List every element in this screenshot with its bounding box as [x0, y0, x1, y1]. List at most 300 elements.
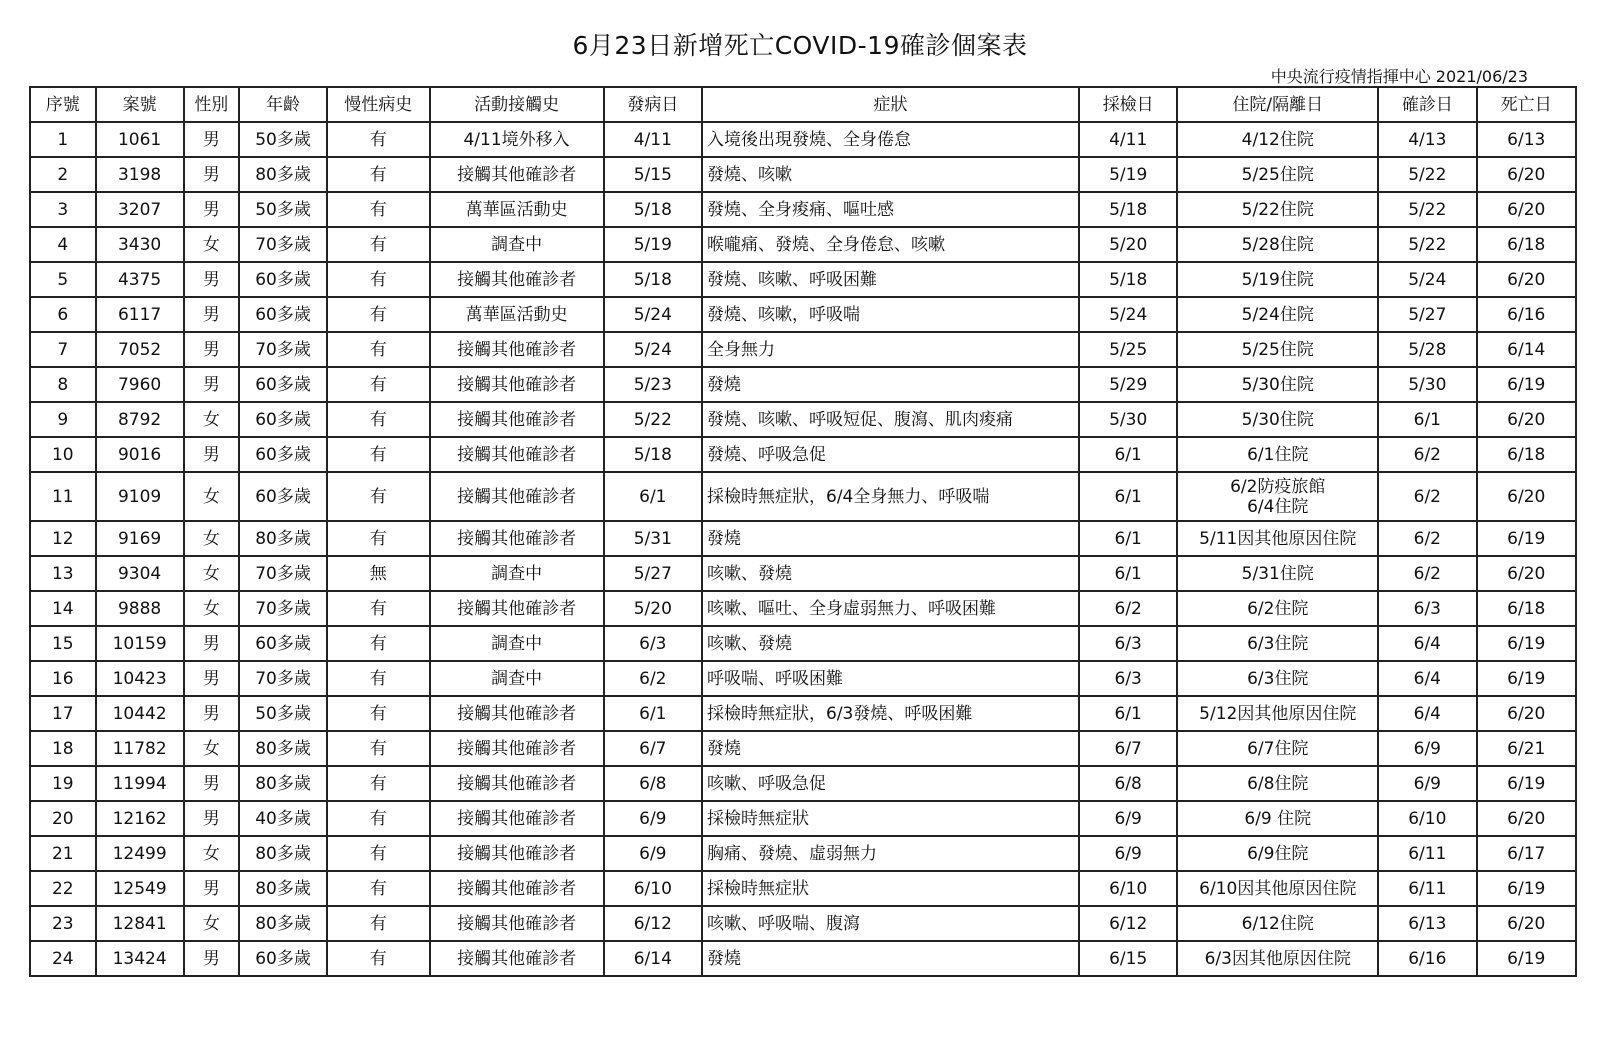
cell-age: 80多歲 [239, 871, 327, 906]
cell-death: 6/19 [1477, 661, 1577, 696]
cell-no: 13 [30, 556, 96, 591]
cell-symptoms: 胸痛、發燒、虛弱無力 [702, 836, 1079, 871]
cell-hospitalization: 6/3住院 [1177, 626, 1378, 661]
cell-case: 9888 [96, 591, 184, 626]
cell-onset: 5/15 [604, 157, 702, 192]
table-row [30, 472, 1576, 521]
cell-test: 6/3 [1079, 626, 1177, 661]
cell-hospitalization: 6/10因其他原因住院 [1177, 871, 1378, 906]
table-row [30, 402, 1576, 437]
cell-no: 1 [30, 122, 96, 157]
cell-hospitalization: 5/28住院 [1177, 227, 1378, 262]
cell-sex: 女 [184, 591, 239, 626]
cell-onset: 6/2 [604, 661, 702, 696]
cell-symptoms: 採檢時無症狀 [702, 871, 1079, 906]
cell-death: 6/20 [1477, 472, 1577, 521]
cell-confirm: 5/22 [1378, 192, 1476, 227]
cell-symptoms: 採檢時無症狀，6/3發燒、呼吸困難 [702, 696, 1079, 731]
cell-confirm: 6/2 [1378, 472, 1476, 521]
cell-case: 10159 [96, 626, 184, 661]
cell-confirm: 6/11 [1378, 836, 1476, 871]
cell-case: 9109 [96, 472, 184, 521]
cell-symptoms: 咳嗽、發燒 [702, 626, 1079, 661]
cell-confirm: 6/10 [1378, 801, 1476, 836]
cell-case: 13424 [96, 941, 184, 976]
cell-no: 24 [30, 941, 96, 976]
cell-onset: 6/1 [604, 472, 702, 521]
cell-chronic: 有 [327, 906, 429, 941]
column-header: 慢性病史 [327, 87, 429, 122]
cell-hospitalization: 4/12住院 [1177, 122, 1378, 157]
cell-sex: 男 [184, 661, 239, 696]
cell-symptoms: 採檢時無症狀，6/4全身無力、呼吸喘 [702, 472, 1079, 521]
cell-onset: 6/8 [604, 766, 702, 801]
cell-hospitalization: 5/30住院 [1177, 367, 1378, 402]
table-header-row [30, 87, 1576, 122]
cell-confirm: 6/13 [1378, 906, 1476, 941]
cell-age: 60多歲 [239, 297, 327, 332]
cell-death: 6/20 [1477, 262, 1577, 297]
cell-contact: 接觸其他確診者 [430, 157, 604, 192]
cell-symptoms: 發燒 [702, 731, 1079, 766]
table-row [30, 521, 1576, 556]
cell-age: 70多歲 [239, 661, 327, 696]
table-row [30, 157, 1576, 192]
cell-age: 80多歲 [239, 766, 327, 801]
cell-death: 6/19 [1477, 521, 1577, 556]
cell-case: 8792 [96, 402, 184, 437]
cell-onset: 6/3 [604, 626, 702, 661]
cell-contact: 接觸其他確診者 [430, 801, 604, 836]
cell-confirm: 4/13 [1378, 122, 1476, 157]
cell-age: 60多歲 [239, 437, 327, 472]
cell-chronic: 有 [327, 192, 429, 227]
table-row [30, 661, 1576, 696]
cell-sex: 男 [184, 332, 239, 367]
table-row [30, 437, 1576, 472]
cell-symptoms: 呼吸喘、呼吸困難 [702, 661, 1079, 696]
cell-death: 6/20 [1477, 192, 1577, 227]
cell-sex: 女 [184, 227, 239, 262]
cell-sex: 男 [184, 262, 239, 297]
cell-hospitalization: 6/12住院 [1177, 906, 1378, 941]
cell-chronic: 有 [327, 367, 429, 402]
cell-sex: 女 [184, 556, 239, 591]
cell-contact: 接觸其他確診者 [430, 437, 604, 472]
cell-contact: 調查中 [430, 661, 604, 696]
cell-chronic: 有 [327, 521, 429, 556]
cell-onset: 5/19 [604, 227, 702, 262]
cell-test: 4/11 [1079, 122, 1177, 157]
cell-test: 6/9 [1079, 836, 1177, 871]
cell-hospitalization: 6/3因其他原因住院 [1177, 941, 1378, 976]
cell-chronic: 有 [327, 437, 429, 472]
cell-chronic: 有 [327, 591, 429, 626]
cell-no: 11 [30, 472, 96, 521]
page-title: 6月23日新增死亡COVID-19確診個案表 [572, 31, 1028, 60]
cell-hospitalization: 6/2住院 [1177, 591, 1378, 626]
cell-hospitalization: 5/31住院 [1177, 556, 1378, 591]
cell-death: 6/13 [1477, 122, 1577, 157]
cell-death: 6/19 [1477, 367, 1577, 402]
cell-test: 5/29 [1079, 367, 1177, 402]
cell-confirm: 6/2 [1378, 437, 1476, 472]
cell-test: 5/20 [1079, 227, 1177, 262]
cell-death: 6/20 [1477, 801, 1577, 836]
cell-onset: 5/18 [604, 437, 702, 472]
table-row [30, 941, 1576, 976]
column-header: 確診日 [1378, 87, 1476, 122]
cell-death: 6/20 [1477, 906, 1577, 941]
cell-death: 6/14 [1477, 332, 1577, 367]
table-row [30, 906, 1576, 941]
cell-hospitalization: 5/25住院 [1177, 157, 1378, 192]
cell-hospitalization: 5/30住院 [1177, 402, 1378, 437]
cell-sex: 女 [184, 521, 239, 556]
cell-case: 12841 [96, 906, 184, 941]
cell-no: 20 [30, 801, 96, 836]
cell-contact: 接觸其他確診者 [430, 766, 604, 801]
cell-death: 6/18 [1477, 227, 1577, 262]
cell-chronic: 有 [327, 871, 429, 906]
table-row [30, 367, 1576, 402]
cell-onset: 6/9 [604, 801, 702, 836]
cell-age: 70多歲 [239, 591, 327, 626]
cell-sex: 男 [184, 941, 239, 976]
cell-contact: 4/11境外移入 [430, 122, 604, 157]
cell-contact: 接觸其他確診者 [430, 731, 604, 766]
cell-onset: 6/1 [604, 696, 702, 731]
cell-onset: 5/31 [604, 521, 702, 556]
cell-contact: 接觸其他確診者 [430, 591, 604, 626]
cell-hospitalization: 6/3住院 [1177, 661, 1378, 696]
cell-chronic: 有 [327, 262, 429, 297]
cell-case: 12162 [96, 801, 184, 836]
cell-onset: 6/14 [604, 941, 702, 976]
cell-confirm: 5/30 [1378, 367, 1476, 402]
cell-hospitalization: 6/7住院 [1177, 731, 1378, 766]
table-row [30, 122, 1576, 157]
cell-test: 5/25 [1079, 332, 1177, 367]
cell-onset: 5/18 [604, 262, 702, 297]
cell-chronic: 有 [327, 801, 429, 836]
cell-onset: 5/20 [604, 591, 702, 626]
cell-no: 5 [30, 262, 96, 297]
cell-sex: 男 [184, 871, 239, 906]
cell-chronic: 有 [327, 297, 429, 332]
cell-onset: 6/12 [604, 906, 702, 941]
cell-case: 10442 [96, 696, 184, 731]
cell-sex: 男 [184, 367, 239, 402]
cell-no: 10 [30, 437, 96, 472]
cell-death: 6/20 [1477, 696, 1577, 731]
cell-chronic: 有 [327, 626, 429, 661]
cell-contact: 調查中 [430, 626, 604, 661]
cell-onset: 5/22 [604, 402, 702, 437]
cell-confirm: 6/3 [1378, 591, 1476, 626]
cell-no: 8 [30, 367, 96, 402]
cell-symptoms: 咳嗽、呼吸急促 [702, 766, 1079, 801]
cell-age: 50多歲 [239, 696, 327, 731]
cell-symptoms: 發燒、咳嗽，呼吸喘 [702, 297, 1079, 332]
cell-chronic: 無 [327, 556, 429, 591]
cell-death: 6/18 [1477, 591, 1577, 626]
cell-contact: 接觸其他確診者 [430, 941, 604, 976]
table-row [30, 591, 1576, 626]
cell-onset: 5/23 [604, 367, 702, 402]
cell-confirm: 6/2 [1378, 556, 1476, 591]
cell-age: 80多歲 [239, 836, 327, 871]
cell-symptoms: 入境後出現發燒、全身倦怠 [702, 122, 1079, 157]
cell-contact: 接觸其他確診者 [430, 696, 604, 731]
cell-case: 12499 [96, 836, 184, 871]
cell-contact: 萬華區活動史 [430, 297, 604, 332]
cell-test: 6/2 [1079, 591, 1177, 626]
cell-contact: 接觸其他確診者 [430, 332, 604, 367]
cell-case: 12549 [96, 871, 184, 906]
cell-symptoms: 咳嗽、呼吸喘、腹瀉 [702, 906, 1079, 941]
column-header: 活動接觸史 [430, 87, 604, 122]
cell-confirm: 6/4 [1378, 626, 1476, 661]
cell-onset: 5/24 [604, 297, 702, 332]
cell-age: 70多歲 [239, 332, 327, 367]
cell-hospitalization: 5/12因其他原因住院 [1177, 696, 1378, 731]
column-header: 症狀 [702, 87, 1079, 122]
cell-age: 60多歲 [239, 367, 327, 402]
cell-test: 6/1 [1079, 556, 1177, 591]
cell-test: 6/3 [1079, 661, 1177, 696]
table-row [30, 731, 1576, 766]
cell-sex: 男 [184, 766, 239, 801]
cell-symptoms: 發燒、咳嗽 [702, 157, 1079, 192]
cell-confirm: 6/9 [1378, 766, 1476, 801]
cell-symptoms: 喉嚨痛、發燒、全身倦怠、咳嗽 [702, 227, 1079, 262]
cell-case: 7960 [96, 367, 184, 402]
cell-test: 6/1 [1079, 437, 1177, 472]
cell-no: 15 [30, 626, 96, 661]
cell-death: 6/19 [1477, 626, 1577, 661]
cell-no: 17 [30, 696, 96, 731]
column-header: 發病日 [604, 87, 702, 122]
cell-contact: 調查中 [430, 227, 604, 262]
cell-test: 5/19 [1079, 157, 1177, 192]
cell-contact: 萬華區活動史 [430, 192, 604, 227]
cell-no: 14 [30, 591, 96, 626]
column-header: 死亡日 [1477, 87, 1577, 122]
cell-symptoms: 發燒、咳嗽、呼吸短促、腹瀉、肌肉痠痛 [702, 402, 1079, 437]
cell-death: 6/20 [1477, 556, 1577, 591]
cell-chronic: 有 [327, 941, 429, 976]
cell-age: 50多歲 [239, 122, 327, 157]
cell-confirm: 6/1 [1378, 402, 1476, 437]
cases-table [29, 86, 1577, 977]
cell-case: 9016 [96, 437, 184, 472]
cell-no: 7 [30, 332, 96, 367]
cell-death: 6/19 [1477, 766, 1577, 801]
cell-symptoms: 發燒 [702, 367, 1079, 402]
source-label: 中央流行疫情指揮中心 2021/06/23 [1270, 67, 1528, 86]
cell-death: 6/19 [1477, 941, 1577, 976]
cell-no: 21 [30, 836, 96, 871]
cell-symptoms: 發燒、呼吸急促 [702, 437, 1079, 472]
cell-sex: 男 [184, 437, 239, 472]
cell-sex: 男 [184, 626, 239, 661]
cell-confirm: 6/16 [1378, 941, 1476, 976]
cell-chronic: 有 [327, 696, 429, 731]
cell-case: 1061 [96, 122, 184, 157]
cell-test: 5/24 [1079, 297, 1177, 332]
cell-chronic: 有 [327, 836, 429, 871]
hospitalization-line: 6/2防疫旅館 [1230, 476, 1326, 497]
table-row [30, 556, 1576, 591]
cell-sex: 女 [184, 731, 239, 766]
table-row [30, 696, 1576, 731]
cell-chronic: 有 [327, 472, 429, 521]
cell-death: 6/20 [1477, 402, 1577, 437]
cell-age: 60多歲 [239, 262, 327, 297]
cell-age: 70多歲 [239, 227, 327, 262]
cell-onset: 6/9 [604, 836, 702, 871]
cell-hospitalization: 5/11因其他原因住院 [1177, 521, 1378, 556]
column-header: 性別 [184, 87, 239, 122]
cell-confirm: 5/28 [1378, 332, 1476, 367]
cell-chronic: 有 [327, 122, 429, 157]
table-row [30, 332, 1576, 367]
column-header: 案號 [96, 87, 184, 122]
cell-case: 4375 [96, 262, 184, 297]
cell-no: 6 [30, 297, 96, 332]
cell-confirm: 5/27 [1378, 297, 1476, 332]
cell-test: 6/1 [1079, 472, 1177, 521]
column-header: 住院/隔離日 [1177, 87, 1378, 122]
cell-sex: 男 [184, 696, 239, 731]
cell-confirm: 5/22 [1378, 227, 1476, 262]
cell-onset: 4/11 [604, 122, 702, 157]
cell-test: 6/8 [1079, 766, 1177, 801]
cell-chronic: 有 [327, 332, 429, 367]
cell-hospitalization: 5/22住院 [1177, 192, 1378, 227]
cell-case: 3430 [96, 227, 184, 262]
cell-age: 80多歲 [239, 906, 327, 941]
cell-no: 16 [30, 661, 96, 696]
cell-case: 3207 [96, 192, 184, 227]
cell-age: 50多歲 [239, 192, 327, 227]
cell-confirm: 6/2 [1378, 521, 1476, 556]
cell-age: 80多歲 [239, 731, 327, 766]
cell-age: 70多歲 [239, 556, 327, 591]
column-header: 序號 [30, 87, 96, 122]
cell-case: 9304 [96, 556, 184, 591]
cell-age: 60多歲 [239, 626, 327, 661]
cell-no: 23 [30, 906, 96, 941]
cell-sex: 女 [184, 836, 239, 871]
cell-sex: 男 [184, 801, 239, 836]
cell-death: 6/20 [1477, 157, 1577, 192]
cell-no: 9 [30, 402, 96, 437]
cell-test: 5/30 [1079, 402, 1177, 437]
cell-symptoms: 發燒、咳嗽、呼吸困難 [702, 262, 1079, 297]
cell-contact: 接觸其他確診者 [430, 262, 604, 297]
cell-chronic: 有 [327, 157, 429, 192]
cell-test: 5/18 [1079, 192, 1177, 227]
cell-onset: 6/10 [604, 871, 702, 906]
cell-confirm: 6/4 [1378, 661, 1476, 696]
cell-chronic: 有 [327, 766, 429, 801]
cell-contact: 接觸其他確診者 [430, 836, 604, 871]
cell-contact: 接觸其他確診者 [430, 521, 604, 556]
cell-confirm: 5/22 [1378, 157, 1476, 192]
cell-confirm: 6/4 [1378, 696, 1476, 731]
cell-test: 6/10 [1079, 871, 1177, 906]
cell-onset: 5/24 [604, 332, 702, 367]
cell-hospitalization [1177, 472, 1378, 521]
cell-sex: 男 [184, 157, 239, 192]
cell-onset: 5/27 [604, 556, 702, 591]
cell-test: 6/1 [1079, 696, 1177, 731]
cell-hospitalization: 6/9住院 [1177, 836, 1378, 871]
cell-contact: 接觸其他確診者 [430, 402, 604, 437]
cell-sex: 女 [184, 472, 239, 521]
cell-age: 60多歲 [239, 941, 327, 976]
column-header: 採檢日 [1079, 87, 1177, 122]
cell-case: 9169 [96, 521, 184, 556]
cell-case: 6117 [96, 297, 184, 332]
cell-symptoms: 發燒 [702, 521, 1079, 556]
cell-test: 6/12 [1079, 906, 1177, 941]
cell-death: 6/17 [1477, 836, 1577, 871]
cell-sex: 女 [184, 402, 239, 437]
cell-sex: 男 [184, 122, 239, 157]
cell-test: 6/15 [1079, 941, 1177, 976]
cell-chronic: 有 [327, 661, 429, 696]
table-row [30, 801, 1576, 836]
cell-hospitalization: 6/8住院 [1177, 766, 1378, 801]
cell-confirm: 6/9 [1378, 731, 1476, 766]
cell-death: 6/21 [1477, 731, 1577, 766]
cell-onset: 5/18 [604, 192, 702, 227]
cell-chronic: 有 [327, 402, 429, 437]
cell-sex: 女 [184, 906, 239, 941]
table-row [30, 836, 1576, 871]
cell-symptoms: 咳嗽、嘔吐、全身虛弱無力、呼吸困難 [702, 591, 1079, 626]
table-row [30, 626, 1576, 661]
table-row [30, 297, 1576, 332]
cell-contact: 調查中 [430, 556, 604, 591]
table-row [30, 262, 1576, 297]
cell-hospitalization: 6/1住院 [1177, 437, 1378, 472]
cell-symptoms: 發燒 [702, 941, 1079, 976]
cell-symptoms: 發燒、全身痠痛、嘔吐感 [702, 192, 1079, 227]
cell-hospitalization: 5/24住院 [1177, 297, 1378, 332]
cell-case: 11994 [96, 766, 184, 801]
cell-no: 3 [30, 192, 96, 227]
cell-age: 80多歲 [239, 157, 327, 192]
cell-case: 10423 [96, 661, 184, 696]
cell-case: 3198 [96, 157, 184, 192]
cell-hospitalization: 5/19住院 [1177, 262, 1378, 297]
cell-case: 11782 [96, 731, 184, 766]
cell-chronic: 有 [327, 731, 429, 766]
table-body [30, 122, 1576, 976]
cell-sex: 男 [184, 192, 239, 227]
cell-hospitalization: 6/9 住院 [1177, 801, 1378, 836]
cell-case: 7052 [96, 332, 184, 367]
cell-contact: 接觸其他確診者 [430, 472, 604, 521]
cell-test: 6/1 [1079, 521, 1177, 556]
cell-no: 12 [30, 521, 96, 556]
cell-age: 60多歲 [239, 402, 327, 437]
cell-symptoms: 咳嗽、發燒 [702, 556, 1079, 591]
